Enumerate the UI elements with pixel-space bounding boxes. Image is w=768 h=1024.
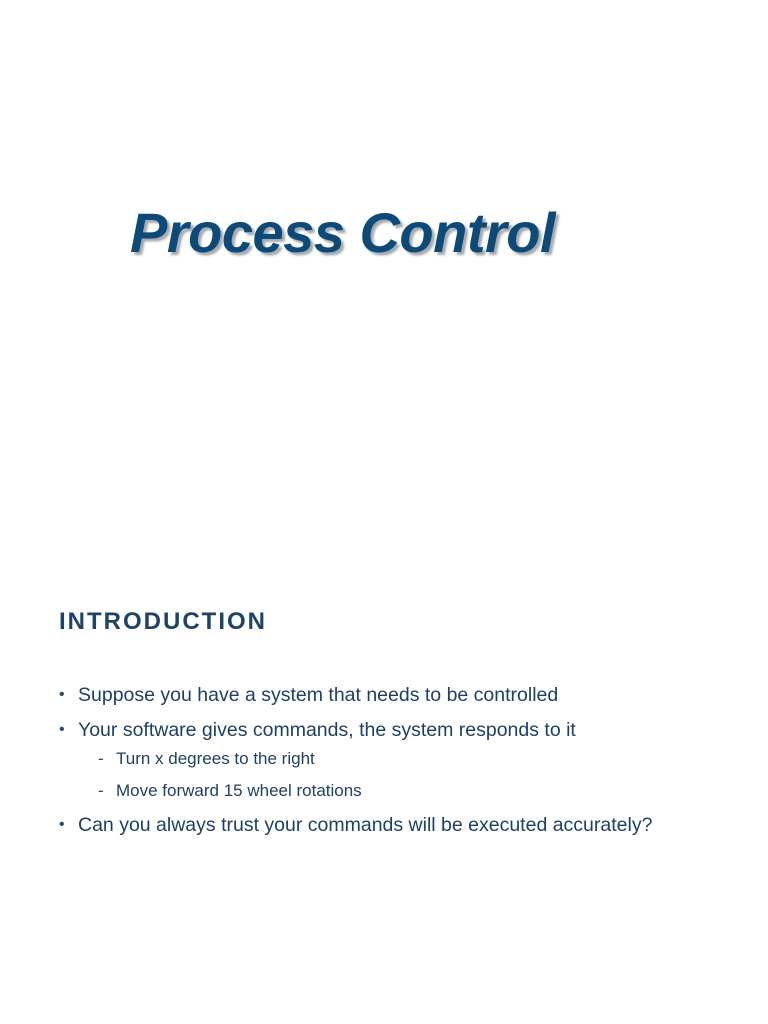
bullet-item [59, 682, 759, 708]
introduction-slide [0, 560, 768, 1024]
section-heading: INTRODUCTION [59, 608, 267, 635]
sub-bullet-text: Turn x degrees to the right [116, 749, 315, 768]
slide-title: Process Control [130, 201, 556, 264]
sub-bullet-marker: - [98, 749, 104, 768]
bullet-text: Suppose you have a system that needs to be controlled [78, 684, 559, 706]
bullet-marker: • [59, 721, 65, 738]
bullet-text: Your software gives commands, the system responds to it [78, 719, 576, 741]
bullet-list [59, 682, 759, 847]
bullet-item [59, 812, 759, 838]
sub-bullet-item [78, 748, 759, 770]
bullet-marker: • [59, 686, 65, 703]
bullet-item [59, 717, 759, 802]
bullet-marker: • [59, 816, 65, 833]
sub-bullet-marker: - [98, 781, 104, 800]
sub-bullet-item [78, 780, 759, 802]
sub-bullet-list [78, 748, 759, 802]
sub-bullet-text: Move forward 15 wheel rotations [116, 781, 362, 800]
bullet-text: Can you always trust your commands will be executed accurately? [78, 814, 653, 836]
